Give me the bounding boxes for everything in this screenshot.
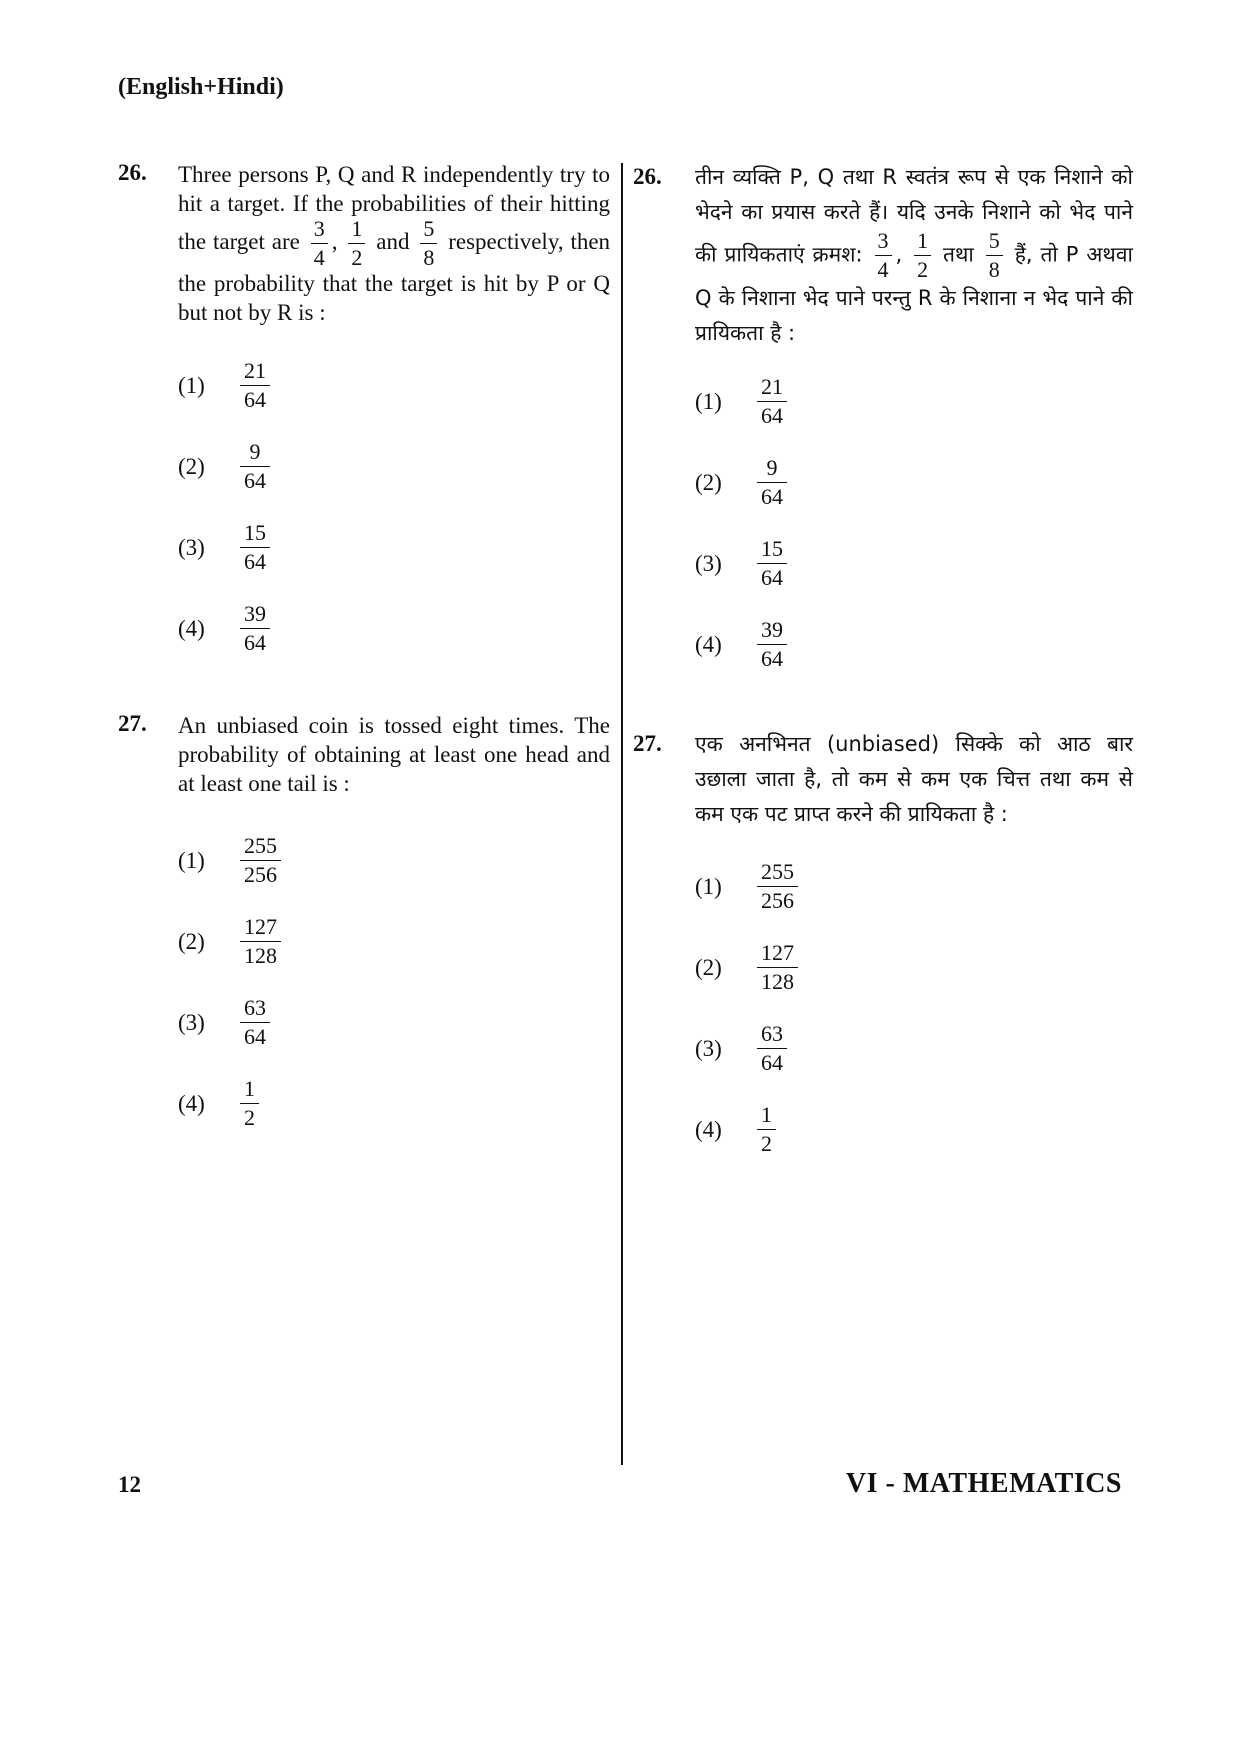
option-1[interactable]: (1) $\frac{255}{256}$ — [695, 846, 1133, 927]
question-text: तीन व्यक्ति P, Q तथा R स्वतंत्र रूप से एक निशाने को भेदने का प्रयास करते हैं। यदि उनके निशाने को भेद पाने की प्रायिकताएं क्रमश: $\frac{3}{4}$ , $\frac{1}{2}$ तथा $\frac{5}{8}$ हैं, तो P अथवा Q के निशाना भेद पाने परन्तु R के निशाना न भेद पाने की प्रायिकता है : — [695, 165, 1133, 345]
option-2[interactable]: (2) $\frac{127}{128}$ — [695, 927, 1133, 1008]
option-4[interactable]: (4) $\frac{39}{64}$ — [178, 588, 610, 669]
option-fraction: $\frac{255}{256}$ — [757, 861, 798, 912]
option-fraction: $\frac{9}{64}$ — [757, 457, 787, 508]
options-list — [695, 361, 1133, 685]
option-fraction: $\frac{15}{64}$ — [757, 538, 787, 589]
option-fraction: $\frac{15}{64}$ — [240, 522, 270, 573]
options-list — [178, 820, 610, 1144]
option-fraction: $\frac{1}{2}$ — [757, 1104, 776, 1155]
option-fraction: $\frac{39}{64}$ — [757, 619, 787, 670]
option-fraction: $\frac{255}{256}$ — [240, 835, 281, 886]
fraction-p1: $\frac{3}{4}$ — [875, 230, 892, 281]
options-list — [695, 846, 1133, 1170]
hindi-column — [633, 160, 1133, 1170]
question-26-en — [118, 160, 610, 669]
option-fraction: $\frac{21}{64}$ — [757, 376, 787, 427]
conjunction-tatha: तथा — [943, 242, 974, 267]
option-2[interactable]: (2) $\frac{9}{64}$ — [178, 426, 610, 507]
question-number: 27. — [633, 731, 662, 756]
option-3[interactable]: (3) $\frac{15}{64}$ — [695, 523, 1133, 604]
question-number: 26. — [633, 164, 662, 189]
question-text: An unbiased coin is tossed eight times. The probability of obtaining at least one head and at least one tail is : — [178, 713, 610, 796]
question-text-part-b: respectively, then the probability that the target is hit by P or Q but not by R is : — [178, 228, 611, 325]
option-fraction: $\frac{9}{64}$ — [240, 441, 270, 492]
fraction-p2: $\frac{1}{2}$ — [914, 230, 931, 281]
option-fraction: $\frac{1}{2}$ — [240, 1078, 259, 1129]
option-fraction: $\frac{21}{64}$ — [240, 360, 270, 411]
english-column — [118, 160, 610, 1144]
option-1[interactable]: (1) $\frac{255}{256}$ — [178, 820, 610, 901]
option-fraction: $\frac{39}{64}$ — [240, 603, 270, 654]
column-divider — [621, 163, 623, 1465]
option-2[interactable]: (2) $\frac{127}{128}$ — [178, 901, 610, 982]
question-27-en — [118, 711, 610, 1144]
option-4[interactable]: (4) $\frac{39}{64}$ — [695, 604, 1133, 685]
option-4[interactable]: (4) $\frac{1}{2}$ — [178, 1063, 610, 1144]
subject-title: VI - MATHEMATICS — [845, 1468, 1122, 1499]
option-4[interactable]: (4) $\frac{1}{2}$ — [695, 1089, 1133, 1170]
option-fraction: $\frac{127}{128}$ — [240, 916, 281, 967]
conjunction-and: and — [376, 228, 410, 254]
question-text-part-b: हैं, तो P अथवा Q के निशाना भेद पाने परन्तु R के निशाना न भेद पाने की प्रायिकता है : — [695, 242, 1133, 345]
options-list — [178, 345, 610, 669]
question-27-hi — [633, 727, 1133, 1170]
page-header-label: (English+Hindi) — [118, 74, 284, 100]
question-text: Three persons P, Q and R independently try to hit a target. If the probabilities of their hitting the target are $\frac{3}{4}$ , $\frac{1}{2}$ and $\frac{5}{8}$ respectively, then the probability that the target is hit by P or Q but not by R is : — [178, 162, 611, 325]
fraction-p3: $\frac{5}{8}$ — [986, 230, 1003, 281]
option-3[interactable]: (3) $\frac{63}{64}$ — [695, 1008, 1133, 1089]
option-1[interactable]: (1) $\frac{21}{64}$ — [695, 361, 1133, 442]
option-fraction: $\frac{63}{64}$ — [757, 1023, 787, 1074]
question-number: 26. — [118, 160, 147, 185]
question-text-content: एक अनभिनत (unbiased) सिक्के को आठ बार उछाला जाता है, तो कम से कम एक चित्त तथा कम से कम एक पट प्राप्त करने की प्रायिकता है : — [695, 732, 1133, 826]
option-1[interactable]: (1) $\frac{21}{64}$ — [178, 345, 610, 426]
question-text-part-a: Three persons P, Q and R independently try to hit a target. If the probabilities of their hitting the target are — [178, 162, 610, 254]
option-2[interactable]: (2) $\frac{9}{64}$ — [695, 442, 1133, 523]
fraction-p1: $\frac{3}{4}$ — [311, 218, 328, 269]
question-text-part-a: तीन व्यक्ति P, Q तथा R स्वतंत्र रूप से एक निशाने को भेदने का प्रयास करते हैं। यदि उनके निशाने को भेद पाने की प्रायिकताएं क्रमश: — [695, 165, 1133, 267]
fraction-p3: $\frac{5}{8}$ — [420, 218, 437, 269]
option-3[interactable]: (3) $\frac{63}{64}$ — [178, 982, 610, 1063]
question-number: 27. — [118, 711, 147, 736]
option-3[interactable]: (3) $\frac{15}{64}$ — [178, 507, 610, 588]
question-26-hi — [633, 160, 1133, 685]
option-fraction: $\frac{127}{128}$ — [757, 942, 798, 993]
fraction-p2: $\frac{1}{2}$ — [348, 218, 365, 269]
question-text — [695, 727, 1133, 832]
page-number: 12 — [118, 1472, 141, 1497]
option-fraction: $\frac{63}{64}$ — [240, 997, 270, 1048]
